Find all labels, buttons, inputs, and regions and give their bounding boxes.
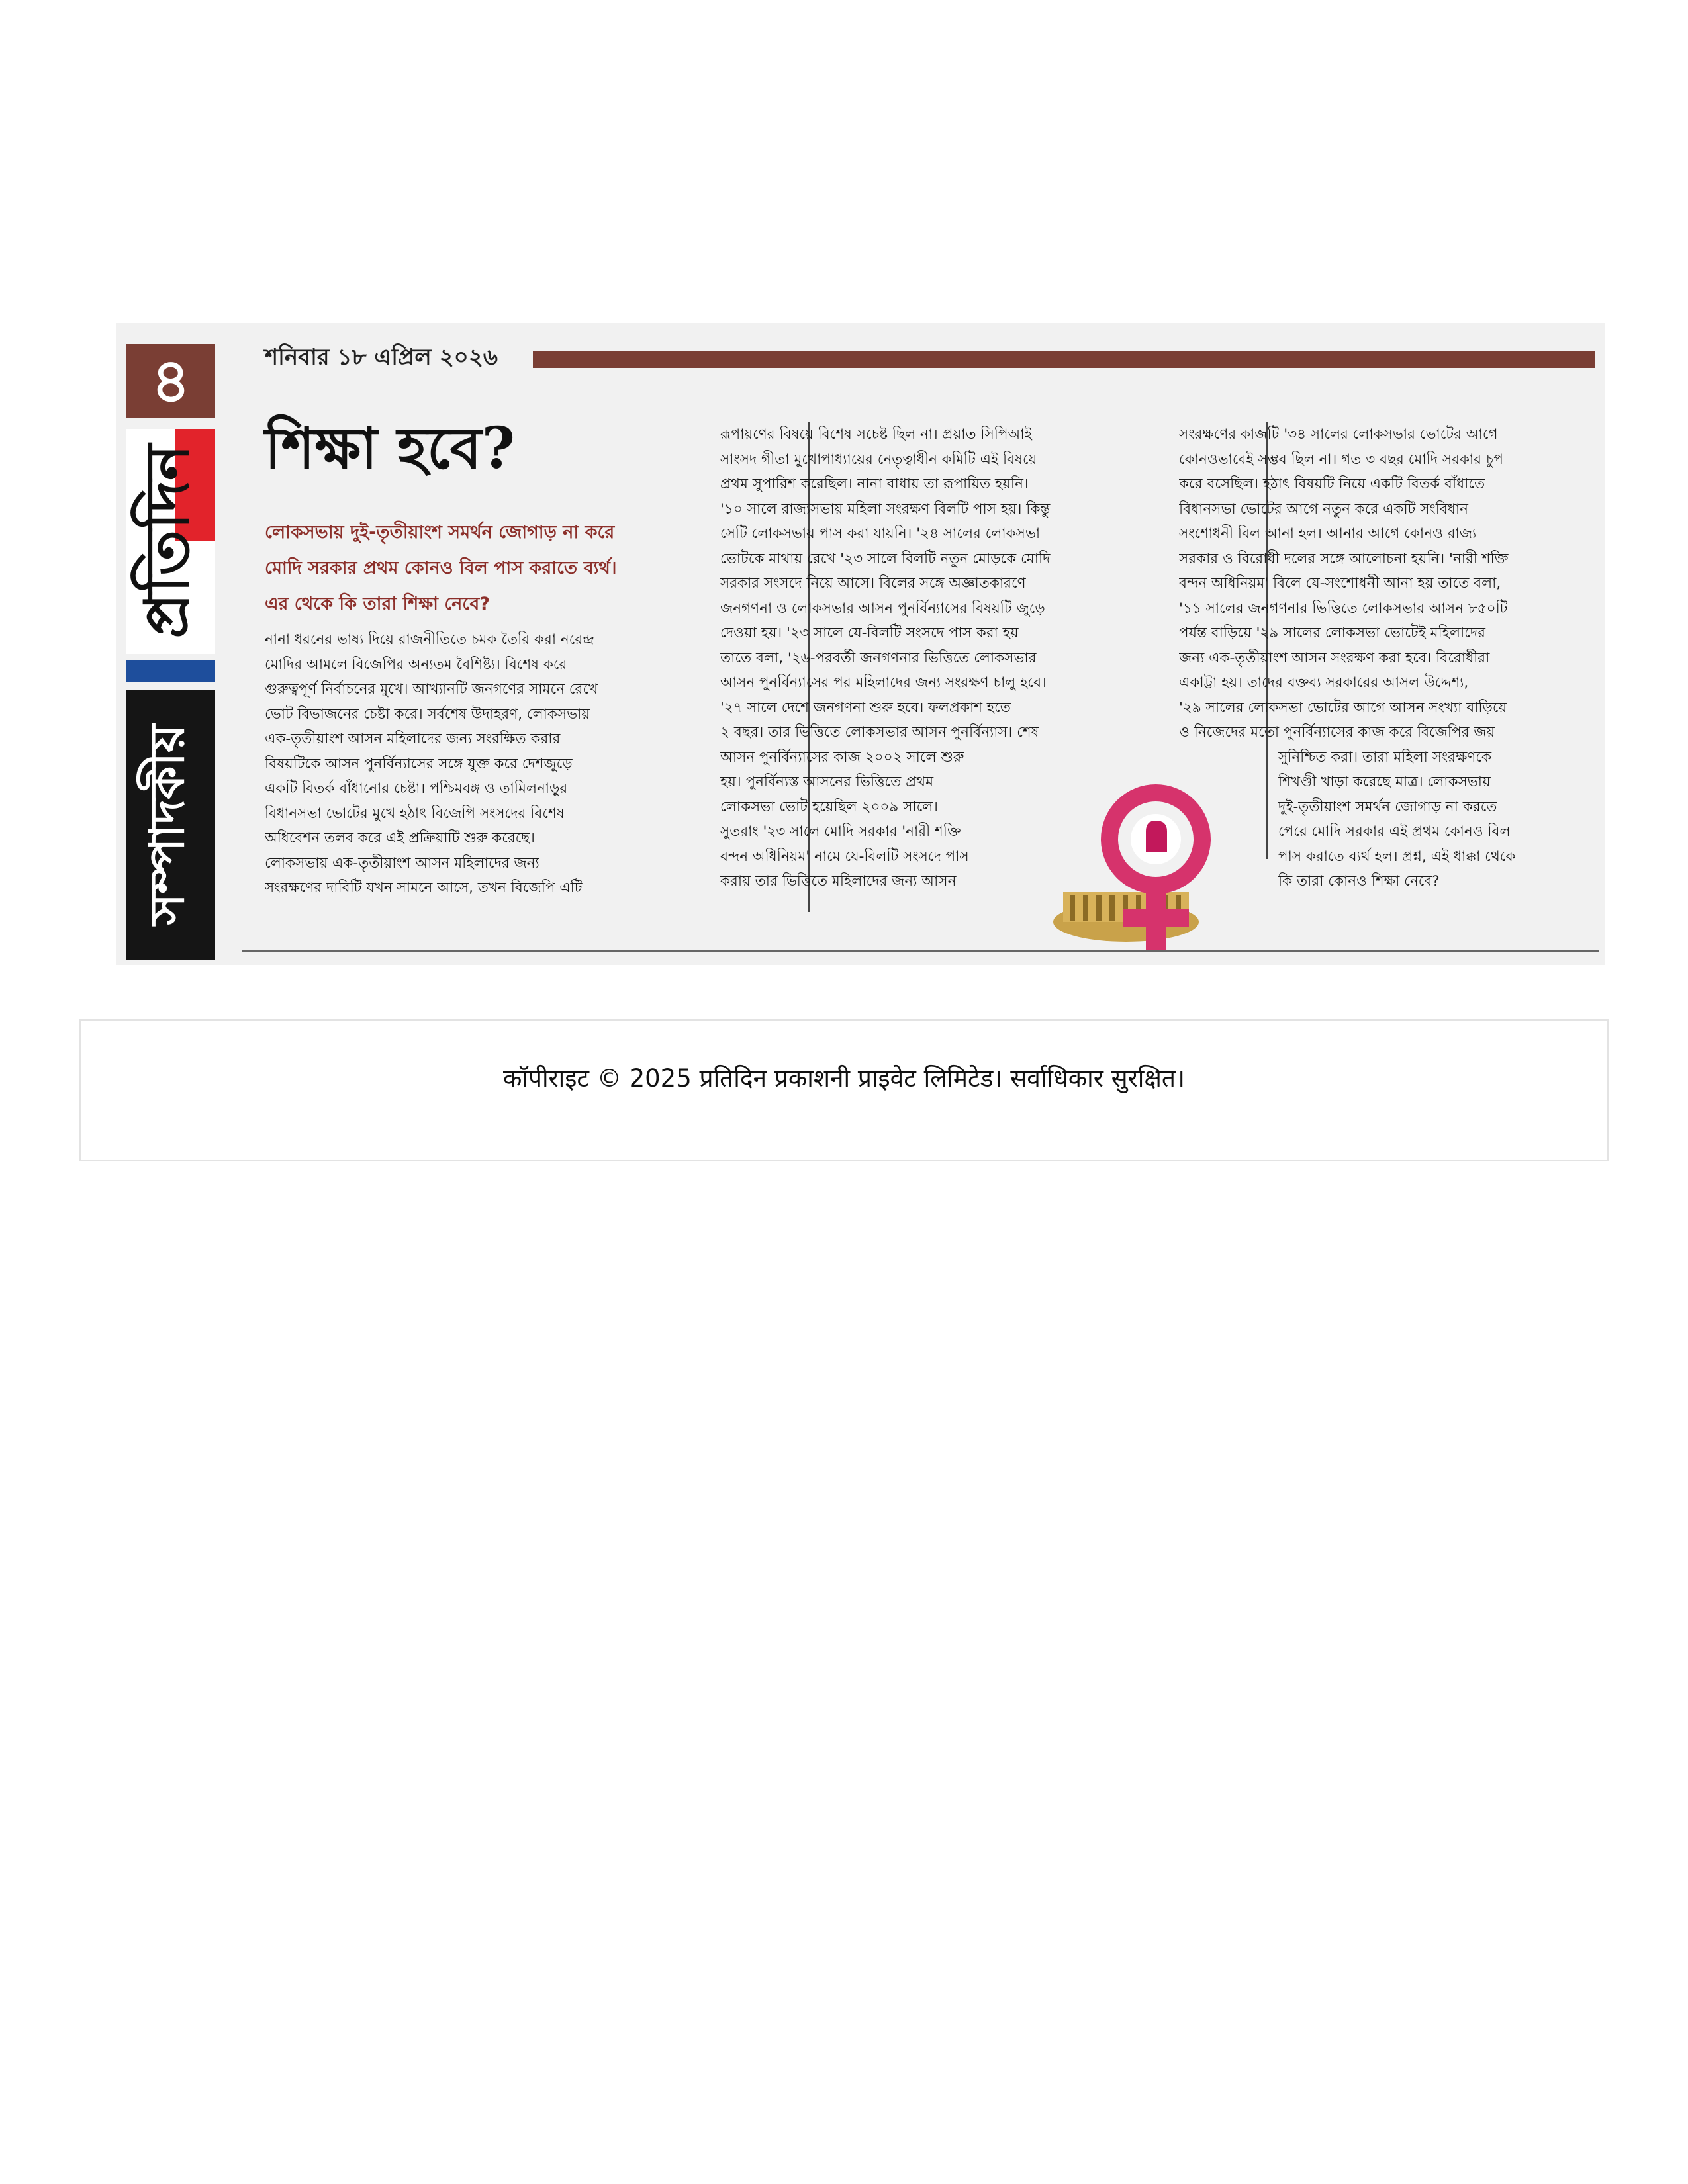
body-line: হয়। পুনর্বিন্যস্ত আসনের ভিত্তিতে প্রথম: [720, 774, 934, 790]
newspaper-clipping: [116, 323, 1605, 965]
body-line: পর্যন্ত বাড়িয়ে '২৯ সালের লোকসভা ভোটেই মহিলাদের: [1179, 625, 1485, 641]
body-line: দুই-তৃতীয়াংশ সমর্থন জোগাড় না করতে: [1278, 798, 1497, 815]
body-line: শিখণ্ডী খাড়া করেছে মাত্র। লোকসভায়: [1278, 774, 1491, 790]
body-line: '২৯ সালের লোকসভা ভোটের আগে আসন সংখ্যা বাড়িয়ে: [1179, 699, 1507, 716]
copyright-text: कॉपीराइट © 2025 प्रतिदिन प्रकाशनी प्राइवेट लिमिटेड। सर्वाधिकार सुरक्षित।: [502, 1064, 1186, 1093]
dateline: শনিবার ১৮ এপ্রিল ২০২৬: [265, 344, 498, 371]
body-line: সুনিশ্চিত করা। তারা মহিলা সংরক্ষণকে: [1278, 749, 1492, 766]
body-line: '১০ সালে রাজ্যসভায় মহিলা সংরক্ষণ বিলটি পাস হয়। কিন্তু: [720, 500, 1051, 518]
body-line: সংরক্ষণের দাবিটি যখন সামনে আসে, তখন বিজেপি এটি: [265, 880, 583, 896]
body-line: '১১ সালের জনগণনার ভিত্তিতে লোকসভার আসন ৮৫০টি: [1179, 600, 1508, 617]
section-name: সম্পাদকীয়: [139, 724, 195, 925]
women-symbol-illustration: [1047, 780, 1245, 958]
body-line: আসন পুনর্বিন্যাসের পর মহিলাদের জন্য সংরক্ষণ চালু হবে।: [720, 674, 1047, 691]
body-line: অধিবেশন তলব করে এই প্রক্রিয়াটি শুরু করেছে।: [265, 830, 535, 846]
deck-line: মোদি সরকার প্রথম কোনও বিল পাস করাতে ব্যর্থ।: [265, 558, 617, 578]
body-line: কি তারা কোনও শিক্ষা নেবে?: [1278, 873, 1440, 889]
body-line: বিধানসভা ভোটের মুখে হঠাৎ বিজেপি সংসদের বিশেষ: [265, 805, 565, 822]
body-line: আসন পুনর্বিন্যাসের কাজ ২০০২ সালে শুরু: [720, 749, 964, 766]
body-line: মোদির আমলে বিজেপির অন্যতম বৈশিষ্ট্য। বিশেষ করে: [265, 656, 567, 673]
body-line: সংরক্ষণের কাজটি '৩৪ সালের লোকসভার ভোটের আগে: [1179, 426, 1498, 443]
body-line: লোকসভা ভোট হয়েছিল ২০০৯ সালে।: [720, 798, 938, 815]
body-line: লোকসভায় এক-তৃতীয়াংশ আসন মহিলাদের জন্য: [265, 854, 539, 872]
article-deck: [265, 515, 788, 622]
article-title: শিক্ষা হবে?: [265, 415, 516, 482]
body-line: একটি বিতর্ক বাঁধানোর চেষ্টা। পশ্চিমবঙ্গ ও তামিলনাড়ুর: [265, 780, 568, 797]
copyright-box: [79, 1019, 1609, 1161]
body-line: বিষয়টিকে আসন পুনর্বিন্যাসের সঙ্গে যুক্ত করে দেশজুড়ে: [265, 755, 573, 772]
body-line: জনগণনা ও লোকসভার আসন পুনর্বিন্যাসের বিষয়টি জুড়ে: [720, 600, 1045, 617]
bottom-rule: [242, 950, 1599, 952]
body-line: সুতরাং '২৩ সালে মোদি সরকার 'নারী শক্তি: [720, 823, 961, 840]
section-block: [126, 690, 215, 960]
body-line: পেরে মোদি সরকার এই প্রথম কোনও বিল: [1278, 823, 1511, 840]
masthead-strip: [126, 344, 215, 960]
body-line: সরকার সংসদে নিয়ে আসে। বিলের সঙ্গে অজ্ঞাতকারণে: [720, 575, 1026, 592]
body-line: নানা ধরনের ভাষ্য দিয়ে রাজনীতিতে চমক তৈরি করা নরেন্দ্র: [265, 631, 594, 648]
logo-band: [126, 660, 215, 682]
body-line: কোনওভাবেই সম্ভব ছিল না। গত ৩ বছর মোদি সরকার চুপ: [1179, 451, 1504, 468]
parliament-women-icon: [1047, 780, 1245, 958]
body-line: করায় তার ভিত্তিতে মহিলাদের জন্য আসন: [720, 873, 957, 889]
body-line: ২ বছর। তার ভিত্তিতে লোকসভার আসন পুনর্বিন্যাস। শেষ: [720, 724, 1039, 741]
body-line: বিধানসভা ভোটের আগে নতুন করে একটি সংবিধান: [1179, 500, 1468, 518]
deck-line: লোকসভায় দুই-তৃতীয়াংশ সমর্থন জোগাড় না করে: [265, 522, 615, 543]
body-line: ভোট বিভাজনের চেষ্টা করে। সর্বশেষ উদাহরণ, লোকসভায়: [265, 705, 590, 723]
body-line: '২৭ সালে দেশে জনগণনা শুরু হবে। ফলপ্রকাশ হতে: [720, 699, 1011, 716]
body-line: এক-তৃতীয়াংশ আসন মহিলাদের জন্য সংরক্ষিত করার: [265, 731, 561, 747]
body-line: প্রথম সুপারিশ করেছিল। নানা বাধায় তা রূপায়িত হয়নি।: [720, 476, 1029, 492]
body-line: সেটি লোকসভায় পাস করা যায়নি। '২৪ সালের লোকসভা: [720, 525, 1041, 542]
page-number: ৪: [126, 344, 215, 418]
paper-logo: [126, 429, 215, 654]
paper-name: প্রতিদিন: [132, 444, 203, 639]
header-rule: [533, 351, 1595, 368]
body-line: তাতে বলা, '২৬-পরবর্তী জনগণনার ভিত্তিতে লোকসভার: [720, 649, 1037, 666]
body-line: সাংসদ গীতা মুখোপাধ্যায়ের নেতৃত্বাধীন কমিটি এই বিষয়ে: [720, 451, 1037, 468]
body-line: ও নিজেদের মতো পুনর্বিন্যাসের কাজ করে বিজেপির জয়: [1179, 724, 1495, 741]
body-line: গুরুত্বপূর্ণ নির্বাচনের মুখে। আখ্যানটি জনগণের সামনে রেখে: [265, 681, 598, 698]
body-line: পাস করাতে ব্যর্থ হল। প্রশ্ন, এই ধাক্কা থেকে: [1278, 848, 1516, 865]
body-line: সরকার ও বিরোধী দলের সঙ্গে আলোচনা হয়নি। 'নারী শক্তি: [1179, 550, 1509, 567]
body-line: বন্দন অধিনিয়ম' বিলে যে-সংশোধনী আনা হয় তাতে বলা,: [1179, 575, 1501, 592]
body-line: সংশোধনী বিল আনা হল। আনার আগে কোনও রাজ্য: [1179, 525, 1477, 542]
body-line: জন্য এক-তৃতীয়াংশ আসন সংরক্ষণ করা হবে। বিরোধীরা: [1179, 649, 1490, 666]
body-line: একাট্টা হয়। তাদের বক্তব্য সরকারের আসল উদ্দেশ্য,: [1179, 674, 1469, 691]
article-column-1: [265, 627, 788, 938]
body-line: রূপায়ণের বিষয়ে বিশেষ সচেষ্ট ছিল না। প্রয়াত সিপিআই: [720, 426, 1032, 443]
body-line: করে বসেছিল। হঠাৎ বিষয়টি নিয়ে একটি বিতর্ক বাঁধাতে: [1179, 476, 1485, 492]
deck-line: এর থেকে কি তারা শিক্ষা নেবে?: [265, 594, 490, 614]
body-line: ভোটকে মাথায় রেখে '২৩ সালে বিলটি নতুন মোড়কে মোদি: [720, 550, 1051, 567]
body-line: বন্দন অধিনিয়ম' নামে যে-বিলটি সংসদে পাস: [720, 848, 969, 865]
body-line: দেওয়া হয়। '২৩ সালে যে-বিলটি সংসদে পাস করা হয়: [720, 625, 1019, 641]
